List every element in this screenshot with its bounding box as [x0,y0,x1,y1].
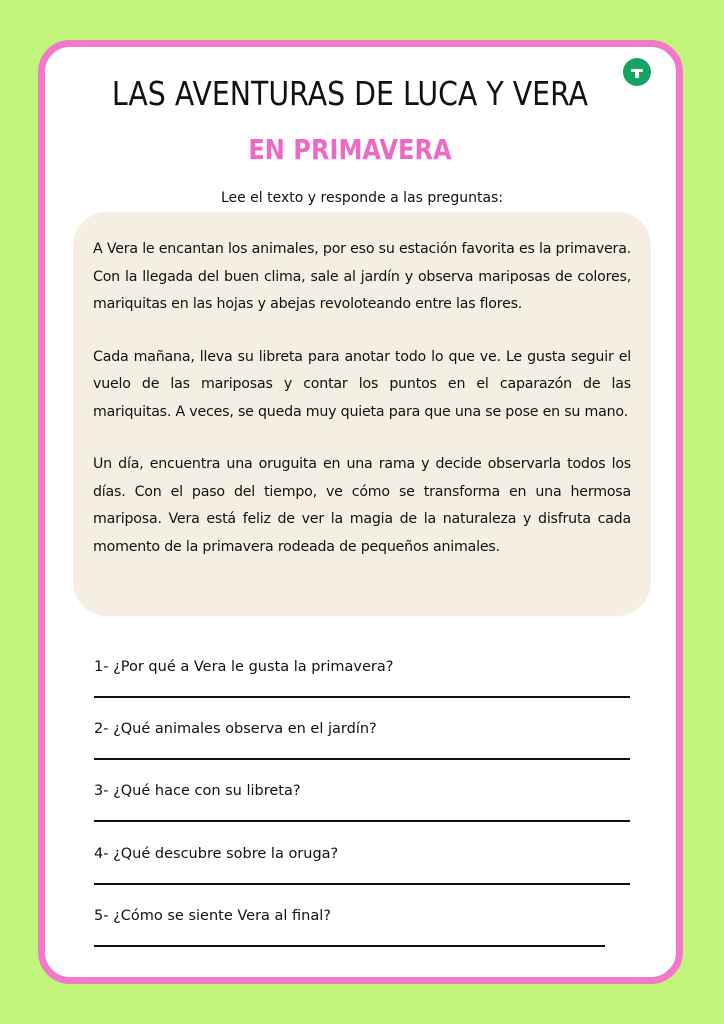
question-3-text: 3- ¿Qué hace con su libreta? [94,783,301,799]
answer-line-4[interactable] [94,883,630,885]
answer-line-5[interactable] [94,945,605,947]
question-4-text: 4- ¿Qué descubre sobre la oruga? [94,846,339,862]
question-5 [94,905,634,927]
question-1-text: 1- ¿Por qué a Vera le gusta la primavera? [94,659,394,675]
reading-paragraph-1: A Vera le encantan los animales, por eso su estación favorita es la primavera. Con la llegada del buen clima, sale al jardín y observa mariposas de colores, mariquitas en las hojas y abejas revoloteando entre las flores. [93,241,631,312]
worksheet-title: LAS AVENTURAS DE LUCA Y VERA [111,74,589,113]
worksheet-subtitle: EN PRIMAVERA [248,133,452,166]
answer-line-2[interactable] [94,758,630,760]
answer-line-1[interactable] [94,696,630,698]
question-2 [94,718,634,740]
answer-line-3[interactable] [94,820,630,822]
instruction-text: Lee el texto y responde a las preguntas: [220,190,504,206]
reading-paragraph-3: Un día, encuentra una oruguita en una rama y decide observarla todos los días. Con el paso del tiempo, ve cómo se transforma en una hermosa mariposa. Vera está feliz de ver la magia de la naturaleza y disfruta cada momento de la primavera rodeada de pequeños animales. [93,456,631,555]
question-3 [94,780,634,802]
question-5-text: 5- ¿Cómo se siente Vera al final? [94,908,331,924]
question-1 [94,656,634,678]
reading-passage [73,212,651,616]
question-2-text: 2- ¿Qué animales observa en el jardín? [94,721,377,737]
question-4 [94,843,634,865]
reading-paragraph-2: Cada mañana, lleva su libreta para anotar todo lo que ve. Le gusta seguir el vuelo de las mariposas y contar los puntos en el caparazón de las mariquitas. A veces, se queda muy quieta para que una se pose en su mano. [93,348,631,420]
